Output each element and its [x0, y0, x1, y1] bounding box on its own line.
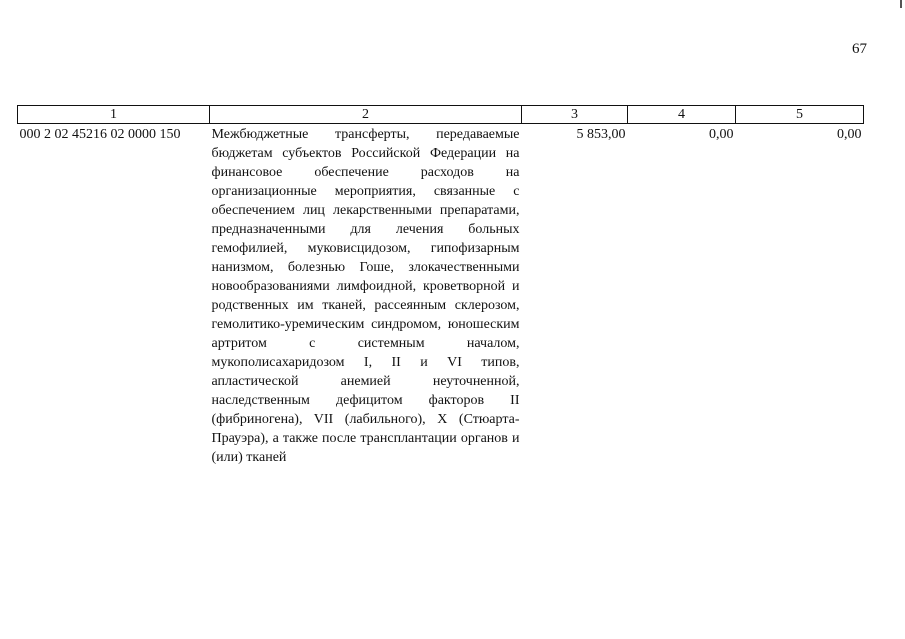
scan-edge-mark — [900, 0, 902, 8]
page-number: 67 — [852, 41, 867, 57]
column-header-1: 1 — [18, 106, 210, 124]
column-header-5: 5 — [736, 106, 864, 124]
amount-col5-cell: 0,00 — [837, 127, 862, 142]
column-header-4: 4 — [628, 106, 736, 124]
amount-col4-cell: 0,00 — [709, 127, 734, 142]
budget-code-cell: 000 2 02 45216 02 0000 150 — [19, 127, 181, 142]
amount-col3-cell: 5 853,00 — [576, 127, 626, 142]
description-cell: Межбюджетные трансферты, передаваемые бюджетам субъектов Российской Федерации на финансовое обеспечение расходов на организационные мероприятия, связанные с обеспечением лиц лекарственными препаратами, предназначенными для лечения больных гемофилией, муковисцидозом, гипофизарным нанизмом, болезнью Гоше, злокачественными новообразованиями лимфоидной, кроветворной и родственных им тканей, рассеянным склерозом, гемолитико-уремическим синдромом, юношеским артритом с системным началом, мукополисахаридозом I, II и VI типов, апластической анемией неуточненной, наследственным дефицитом факторов II (фибриногена), VII (лабильного), X (Стюарта-Прауэра), а также после трансплантации органов и (или) тканей — [211, 127, 520, 465]
table-row — [18, 124, 864, 468]
budget-table — [17, 105, 864, 467]
column-header-2: 2 — [210, 106, 522, 124]
column-header-3: 3 — [522, 106, 628, 124]
table-header-row — [18, 106, 864, 124]
